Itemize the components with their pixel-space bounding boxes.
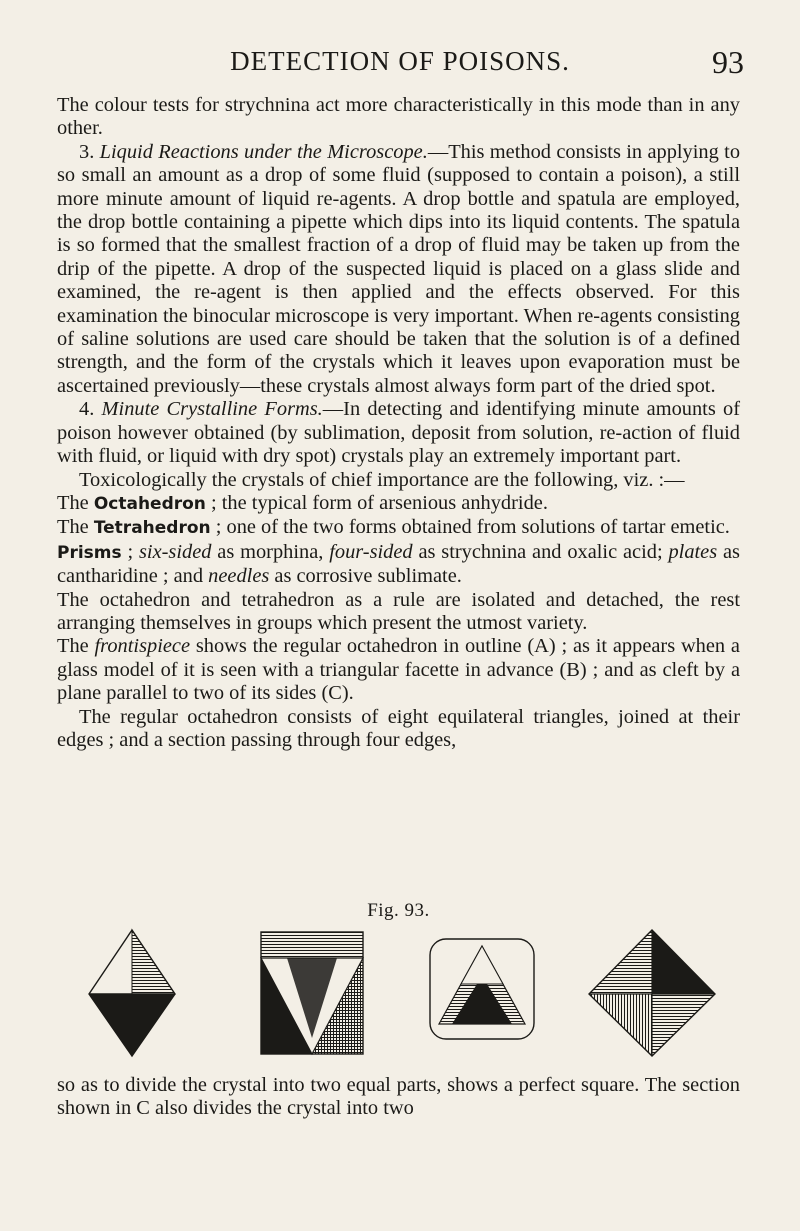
page-header xyxy=(0,46,800,82)
section-title-liquid-reactions: Liquid Reactions under the Microscope. xyxy=(99,140,428,163)
paragraph-colour-tests: The colour tests for strychnina act more characteristically in this mode than in any other. xyxy=(57,94,740,140)
list-item-tetrahedron: The Tetrahedron ; one of the two forms obtained from solutions of tartar emetic. xyxy=(57,516,730,539)
paragraph-perfect-square: so as to divide the crystal into two equal parts, shows a perfect square. The section shown in C also divides the crystal into two xyxy=(57,1074,740,1120)
figure-93 xyxy=(57,900,740,1060)
list-item-octahedron: The Octahedron ; the typical form of arsenious anhydride. xyxy=(57,491,548,514)
figure-caption: Fig. 93. xyxy=(367,900,430,921)
crystal-drawings xyxy=(57,928,740,1058)
paragraph-liquid-reactions: 3. Liquid Reactions under the Microscope.—This method consists in applying to so small an amount as a drop of some fluid (supposed to contain a poison), a still more minute amount of liquid re-agents. A drop bottle and spatula are employed, the drop bottle containing a pipette which dips into its liquid contents. The spatula is so formed that the smallest fraction of a drop of fluid may be taken up from the drip of the pipette. A drop of the suspected liquid is placed on a glass slide and examined, the re-agent is then applied and the effects observed. For this examination the binocular microscope is very important. When re-agents consisting of saline solutions are used care should be taken that the solution is of a defined strength, and the form of the crystals which it leaves upon evaporation must be ascertained previously—these crystals almost always form part of the dried spot. xyxy=(57,140,741,397)
cleft-octahedron-drawing xyxy=(427,936,537,1046)
continuation-text xyxy=(57,1074,740,1121)
section-title-crystalline-forms: Minute Crystalline Forms. xyxy=(101,398,323,421)
paragraph-frontispiece: The frontispiece shows the regular octahedron in outline (A) ; as it appears when a glass model of it is seen with a triangular facette in advance (B) ; and as cleft by a plane parallel to two of its sides (C). xyxy=(57,635,740,705)
paragraph-regular-octahedron: The regular octahedron consists of eight equilateral triangles, joined at their edges ; and a section passing through four edges, xyxy=(57,705,740,751)
paragraph-toxicologically: Toxicologically the crystals of chief importance are the following, viz. :— xyxy=(79,468,685,491)
tetrahedron-model-drawing xyxy=(257,928,367,1058)
page-number: 93 xyxy=(712,44,744,80)
running-title: DETECTION OF POISONS. xyxy=(230,46,570,76)
octahedron-outline-drawing xyxy=(87,928,177,1058)
paragraph-isolated-detached: The octahedron and tetrahedron as a rule are isolated and detached, the rest arranging themselves in groups which present the utmost variety. xyxy=(57,588,740,634)
paragraph-minute-crystalline-forms: 4. Minute Crystalline Forms.—In detecting and identifying minute amounts of poison however obtained (by sublimation, deposit from solution, re-action of fluid with fluid, or liquid with dry spot) crystals play an extremely important part. xyxy=(57,398,741,468)
list-item-prisms: Prisms ; six-sided as morphina, four-sided as strychnina and oxalic acid; plates as cantharidine ; and needles as corrosive sublimate. xyxy=(57,540,740,588)
octahedron-section-drawing xyxy=(587,928,717,1058)
body-text xyxy=(57,94,740,752)
